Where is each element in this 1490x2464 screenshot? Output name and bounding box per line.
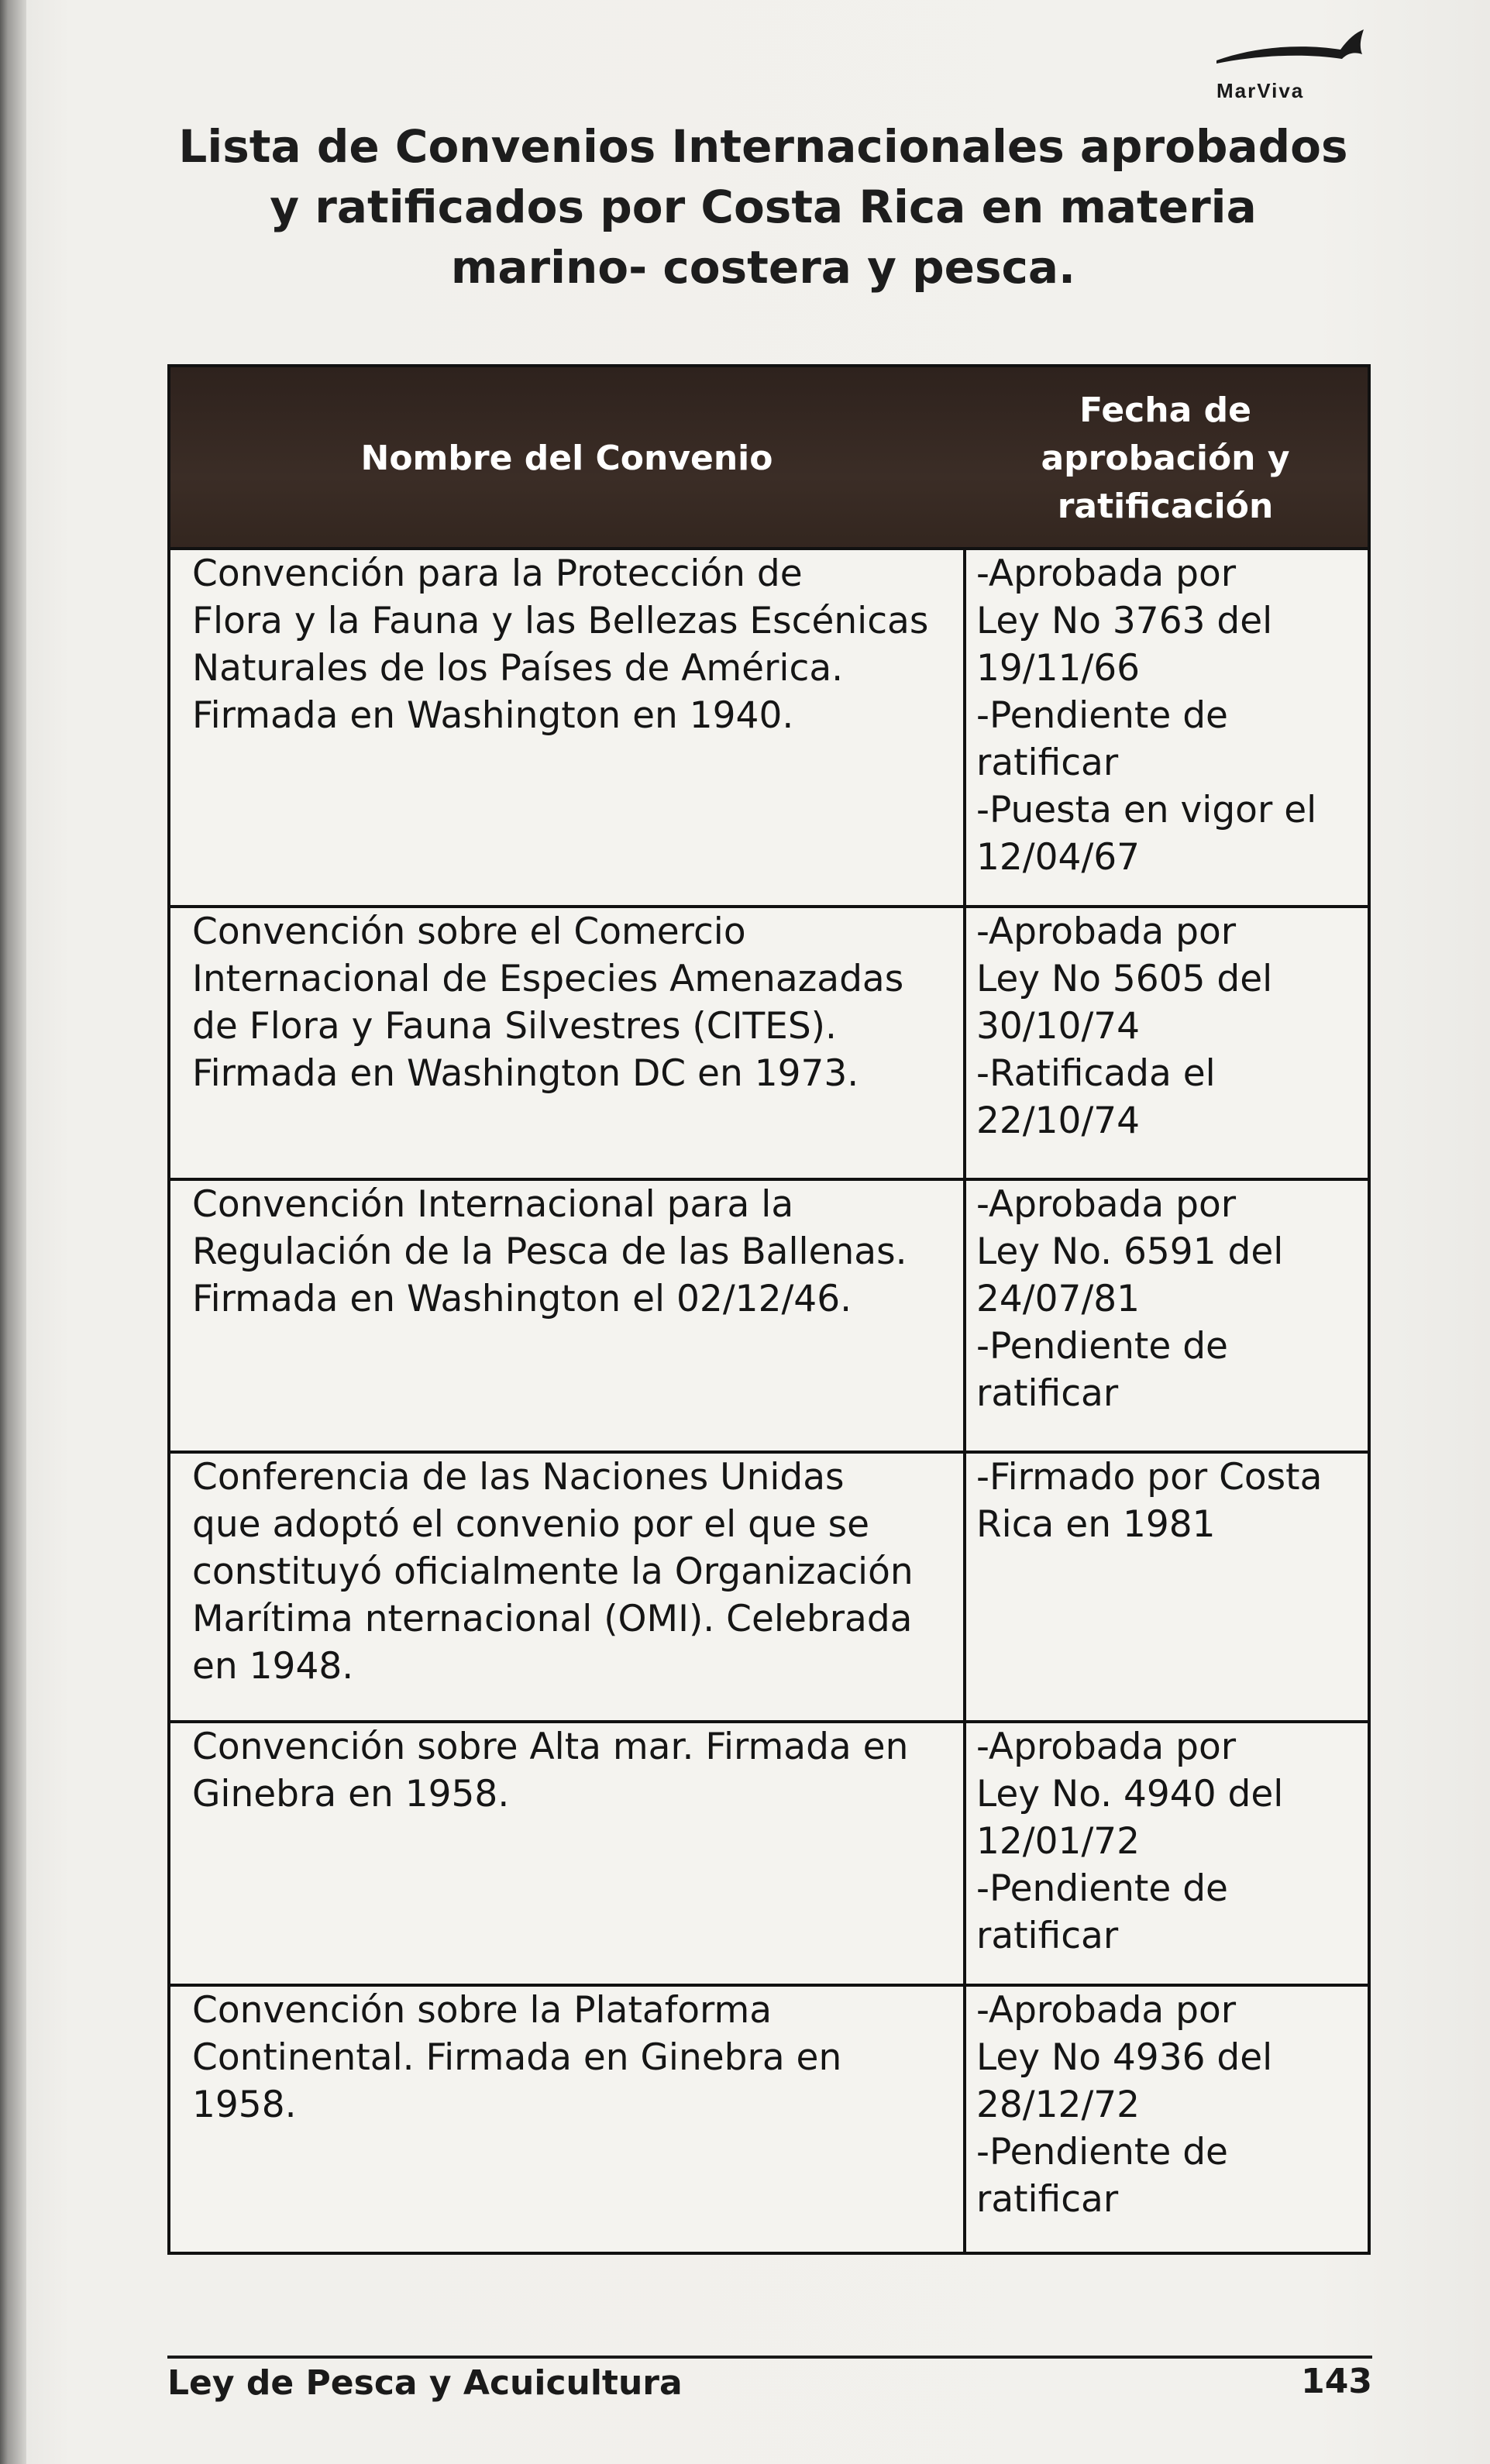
page-binding-edge: [0, 0, 26, 2464]
convention-name-cell: Convención Internacional para la Regulación de la Pesca de las Ballenas. Firmada en Washington el 02/12/46.: [192, 1183, 907, 1320]
approval-date-cell: -Aprobada por Ley No 4936 del 28/12/72 -Pendiente de ratificar: [976, 1989, 1273, 2221]
table-row: [170, 1178, 1368, 1454]
convention-name-cell: Convención para la Protección de Flora y la Fauna y las Bellezas Escénicas Naturales de los Países de América. Firmada en Washington en 1940.: [192, 552, 929, 737]
footer-divider: [167, 2356, 1372, 2359]
convention-name-cell: Convención sobre Alta mar. Firmada en Ginebra en 1958.: [192, 1726, 909, 1815]
approval-date-cell: -Aprobada por Ley No. 6591 del 24/07/81 -Pendiente de ratificar: [976, 1183, 1284, 1415]
convention-name-cell: Convención sobre la Plataforma Continental. Firmada en Ginebra en 1958.: [192, 1989, 842, 2126]
conventions-table: [167, 364, 1371, 2255]
footer-book-title: Ley de Pesca y Acuicultura: [167, 2363, 683, 2403]
page-number: 143: [1301, 2362, 1372, 2401]
header-approval-date-label: Fecha de aprobación y ratificación: [1041, 391, 1290, 526]
approval-date-cell: -Aprobada por Ley No 5605 del 30/10/74 -Ratificada el 22/10/74: [976, 910, 1273, 1142]
table-row: [170, 905, 1368, 1181]
logo-wordmark: MarViva: [1216, 79, 1305, 102]
wave-logo-icon: [1209, 23, 1379, 77]
approval-date-cell: -Aprobada por Ley No 3763 del 19/11/66 -Pendiente de ratificar -Puesta en vigor el 12/04/67: [976, 552, 1317, 879]
approval-date-cell: -Aprobada por Ley No. 4940 del 12/01/72 -Pendiente de ratificar: [976, 1726, 1284, 1957]
approval-date-cell: -Firmado por Costa Rica en 1981: [976, 1456, 1323, 1546]
table-row: [170, 1984, 1368, 2252]
convention-name-cell: Conferencia de las Naciones Unidas que adoptó el convenio por el que se constituyó oficialmente la Organización Marítima nternacional (OMI). Celebrada en 1948.: [192, 1456, 914, 1688]
page-title: Lista de Convenios Internacionales aprobados y ratificados por Costa Rica en materia marino- costera y pesca.: [178, 120, 1348, 294]
table-row: [170, 1451, 1368, 1723]
table-row: [170, 1720, 1368, 1987]
table-row: [170, 547, 1368, 908]
convention-name-cell: Convención sobre el Comercio Internacional de Especies Amenazadas de Flora y Fauna Silvestres (CITES). Firmada en Washington DC en 1973.: [192, 910, 904, 1095]
table-header: [170, 367, 1368, 550]
header-approval-date: [963, 367, 1368, 550]
marviva-logo: [1209, 23, 1379, 102]
header-convention-name: Nombre del Convenio: [360, 439, 773, 478]
